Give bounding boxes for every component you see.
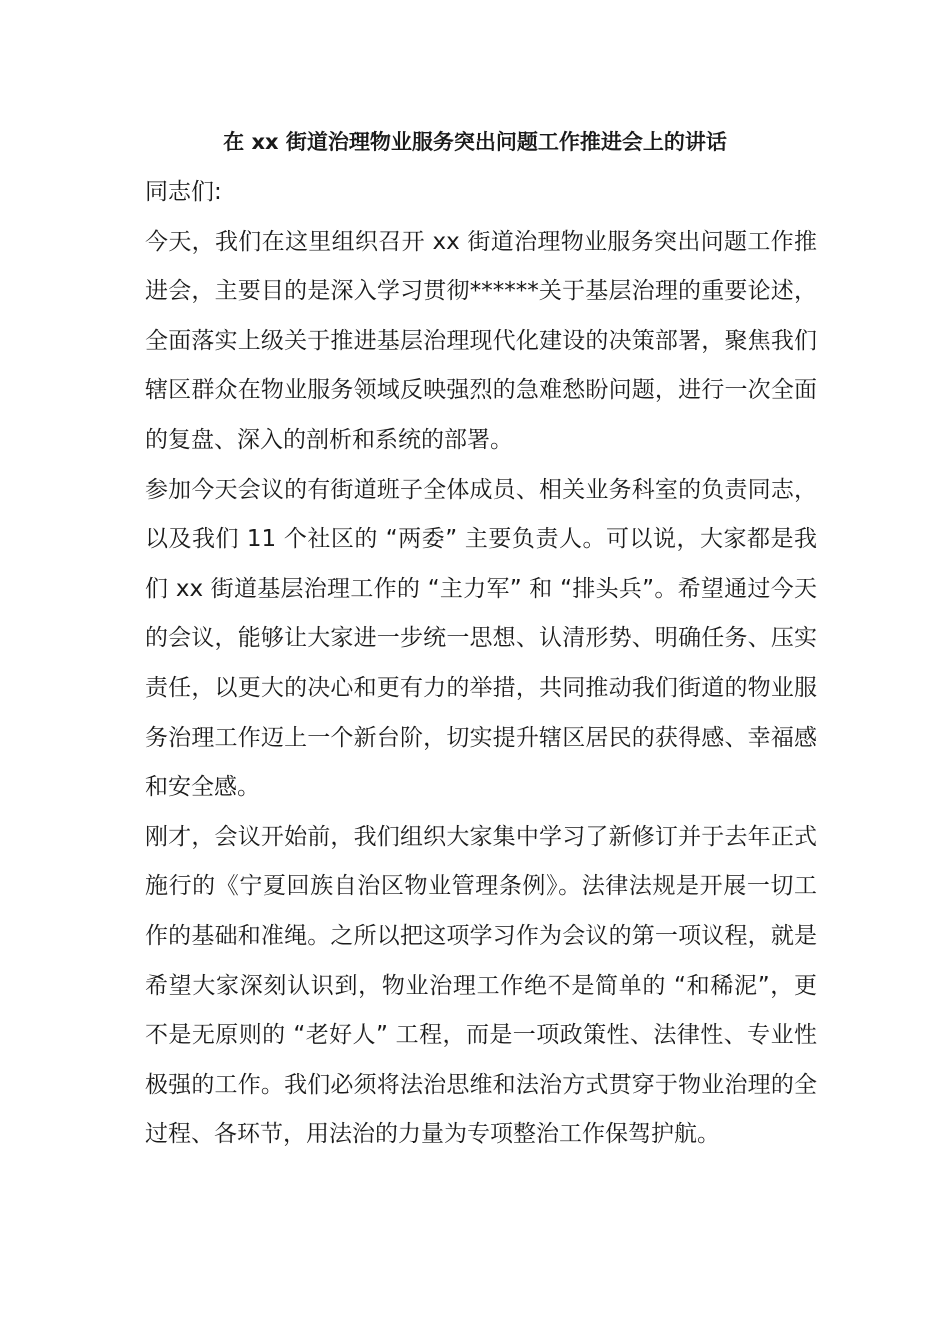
document-body <box>145 168 817 1160</box>
paragraph-2: 参加今天会议的有街道班子全体成员、相关业务科室的负责同志，以及我们 11 个社区的 “两委” 主要负责人。可以说，大家都是我们 xx 街道基层治理工作的 “主力军” 和 “排头兵”。希望通过今天的会议，能够让大家进一步统一思想、认清形势、明确任务、压实责任，以更大的决心和更有力的举措，共同推动我们街道的物业服务治理工作迈上一个新台阶，切实提升辖区居民的获得感、幸福感和安全感。 <box>145 476 817 801</box>
paragraph-1: 今天，我们在这里组织召开 xx 街道治理物业服务突出问题工作推进会，主要目的是深入学习贯彻******关于基层治理的重要论述，全面落实上级关于推进基层治理现代化建设的决策部署，聚焦我们辖区群众在物业服务领域反映强烈的急难愁盼问题，进行一次全面的复盘、深入的剖析和系统的部署。 <box>145 228 817 453</box>
greeting: 同志们: <box>145 179 222 205</box>
document-title: 在 xx 街道治理物业服务突出问题工作推进会上的讲话 <box>223 130 727 154</box>
paragraph-3: 刚才，会议开始前，我们组织大家集中学习了新修订并于去年正式施行的《宁夏回族自治区物业管理条例》。法律法规是开展一切工作的基础和准绳。之所以把这项学习作为会议的第一项议程，就是希望大家深刻认识到，物业治理工作绝不是简单的 “和稀泥”，更不是无原则的 “老好人” 工程，而是一项政策性、法律性、专业性极强的工作。我们必须将法治思维和法治方式贯穿于物业治理的全过程、各环节，用法治的力量为专项整治工作保驾护航。 <box>145 823 817 1148</box>
